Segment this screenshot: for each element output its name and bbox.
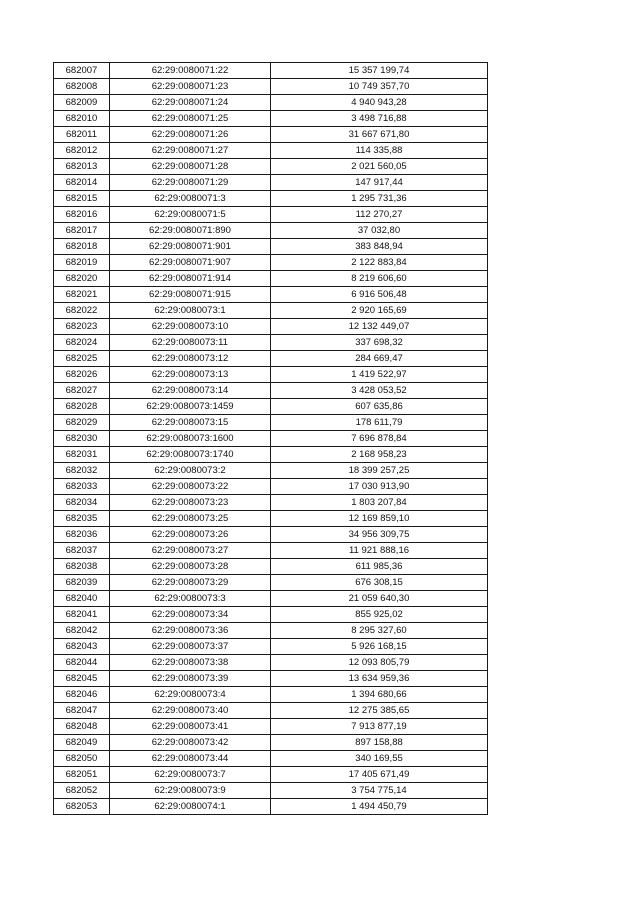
table-row [54,655,488,671]
cadastral-value-cell: 1 803 207,84 [271,495,488,511]
row-number-cell: 682038 [54,559,110,575]
cadastral-value-cell: 3 754 775,14 [271,783,488,799]
row-number-cell: 682042 [54,623,110,639]
cadastral-number-cell: 62:29:0080071:907 [110,255,271,271]
table-row [54,239,488,255]
row-number-cell: 682035 [54,511,110,527]
table-row [54,495,488,511]
row-number-cell: 682009 [54,95,110,111]
cadastral-number-cell: 62:29:0080073:2 [110,463,271,479]
table-row [54,623,488,639]
cadastral-value-cell: 607 635,86 [271,399,488,415]
cadastral-number-cell: 62:29:0080073:26 [110,527,271,543]
table-row [54,175,488,191]
row-number-cell: 682028 [54,399,110,415]
table-row [54,447,488,463]
row-number-cell: 682051 [54,767,110,783]
cadastral-number-cell: 62:29:0080071:29 [110,175,271,191]
row-number-cell: 682032 [54,463,110,479]
cadastral-number-cell: 62:29:0080071:5 [110,207,271,223]
cadastral-number-cell: 62:29:0080073:36 [110,623,271,639]
table-row [54,719,488,735]
table-row [54,591,488,607]
cadastral-number-cell: 62:29:0080073:11 [110,335,271,351]
cadastral-value-cell: 34 956 309,75 [271,527,488,543]
cadastral-number-cell: 62:29:0080071:23 [110,79,271,95]
cadastral-number-cell: 62:29:0080071:24 [110,95,271,111]
table-row [54,223,488,239]
table-row [54,511,488,527]
cadastral-value-cell: 15 357 199,74 [271,63,488,79]
table-row [54,255,488,271]
cadastral-value-cell: 1 419 522,97 [271,367,488,383]
cadastral-number-cell: 62:29:0080073:1 [110,303,271,319]
cadastral-value-cell: 17 030 913,90 [271,479,488,495]
row-number-cell: 682023 [54,319,110,335]
row-number-cell: 682014 [54,175,110,191]
cadastral-number-cell: 62:29:0080074:1 [110,799,271,815]
cadastral-value-cell: 4 940 943,28 [271,95,488,111]
table-row [54,303,488,319]
cadastral-number-cell: 62:29:0080073:14 [110,383,271,399]
table-row [54,735,488,751]
table-row [54,463,488,479]
cadastral-value-cell: 7 913 877,19 [271,719,488,735]
cadastral-number-cell: 62:29:0080071:890 [110,223,271,239]
cadastral-value-cell: 112 270,27 [271,207,488,223]
cadastral-number-cell: 62:29:0080073:29 [110,575,271,591]
cadastral-value-table [53,62,488,815]
cadastral-number-cell: 62:29:0080073:39 [110,671,271,687]
table-row [54,351,488,367]
cadastral-value-cell: 12 093 805,79 [271,655,488,671]
row-number-cell: 682026 [54,367,110,383]
table-row [54,95,488,111]
table-row [54,159,488,175]
cadastral-number-cell: 62:29:0080073:10 [110,319,271,335]
cadastral-value-cell: 2 920 165,69 [271,303,488,319]
cadastral-number-cell: 62:29:0080073:23 [110,495,271,511]
table-row [54,335,488,351]
row-number-cell: 682046 [54,687,110,703]
cadastral-number-cell: 62:29:0080071:3 [110,191,271,207]
row-number-cell: 682045 [54,671,110,687]
row-number-cell: 682043 [54,639,110,655]
cadastral-value-cell: 8 295 327,60 [271,623,488,639]
table-row [54,575,488,591]
row-number-cell: 682048 [54,719,110,735]
cadastral-value-cell: 284 669,47 [271,351,488,367]
cadastral-value-cell: 8 219 606,60 [271,271,488,287]
row-number-cell: 682049 [54,735,110,751]
cadastral-number-cell: 62:29:0080071:22 [110,63,271,79]
table-row [54,687,488,703]
table-row [54,143,488,159]
cadastral-value-cell: 611 985,36 [271,559,488,575]
table-row [54,63,488,79]
cadastral-number-cell: 62:29:0080073:7 [110,767,271,783]
table-row [54,367,488,383]
table-row [54,799,488,815]
cadastral-value-cell: 2 021 560,05 [271,159,488,175]
row-number-cell: 682010 [54,111,110,127]
cadastral-number-cell: 62:29:0080071:914 [110,271,271,287]
cadastral-value-cell: 1 295 731,36 [271,191,488,207]
cadastral-value-cell: 337 698,32 [271,335,488,351]
row-number-cell: 682047 [54,703,110,719]
table-row [54,543,488,559]
table-row [54,111,488,127]
cadastral-value-cell: 5 926 168,15 [271,639,488,655]
cadastral-number-cell: 62:29:0080071:27 [110,143,271,159]
cadastral-value-cell: 178 611,79 [271,415,488,431]
cadastral-number-cell: 62:29:0080071:901 [110,239,271,255]
row-number-cell: 682027 [54,383,110,399]
row-number-cell: 682033 [54,479,110,495]
row-number-cell: 682039 [54,575,110,591]
table-row [54,639,488,655]
cadastral-number-cell: 62:29:0080073:12 [110,351,271,367]
table-row [54,127,488,143]
cadastral-number-cell: 62:29:0080071:25 [110,111,271,127]
row-number-cell: 682016 [54,207,110,223]
cadastral-value-cell: 12 132 449,07 [271,319,488,335]
table-row [54,479,488,495]
cadastral-value-cell: 3 428 053,52 [271,383,488,399]
row-number-cell: 682022 [54,303,110,319]
cadastral-value-cell: 12 275 385,65 [271,703,488,719]
table-row [54,207,488,223]
row-number-cell: 682015 [54,191,110,207]
cadastral-number-cell: 62:29:0080073:4 [110,687,271,703]
cadastral-value-cell: 11 921 888,16 [271,543,488,559]
cadastral-value-cell: 18 399 257,25 [271,463,488,479]
cadastral-value-cell: 897 158,88 [271,735,488,751]
cadastral-number-cell: 62:29:0080073:1600 [110,431,271,447]
table-row [54,751,488,767]
table-row [54,415,488,431]
row-number-cell: 682044 [54,655,110,671]
cadastral-number-cell: 62:29:0080073:38 [110,655,271,671]
table-row [54,319,488,335]
row-number-cell: 682013 [54,159,110,175]
cadastral-value-cell: 21 059 640,30 [271,591,488,607]
cadastral-value-cell: 3 498 716,88 [271,111,488,127]
cadastral-value-cell: 1 494 450,79 [271,799,488,815]
row-number-cell: 682034 [54,495,110,511]
row-number-cell: 682052 [54,783,110,799]
row-number-cell: 682030 [54,431,110,447]
row-number-cell: 682019 [54,255,110,271]
cadastral-value-cell: 37 032,80 [271,223,488,239]
table-row [54,527,488,543]
table-row [54,783,488,799]
table-row [54,383,488,399]
table-row [54,399,488,415]
cadastral-value-cell: 12 169 859,10 [271,511,488,527]
row-number-cell: 682017 [54,223,110,239]
cadastral-number-cell: 62:29:0080073:28 [110,559,271,575]
cadastral-number-cell: 62:29:0080073:9 [110,783,271,799]
row-number-cell: 682011 [54,127,110,143]
table-row [54,559,488,575]
cadastral-value-cell: 2 168 958,23 [271,447,488,463]
cadastral-number-cell: 62:29:0080073:34 [110,607,271,623]
row-number-cell: 682031 [54,447,110,463]
cadastral-number-cell: 62:29:0080073:42 [110,735,271,751]
cadastral-number-cell: 62:29:0080073:22 [110,479,271,495]
table-row [54,79,488,95]
row-number-cell: 682036 [54,527,110,543]
table-row [54,271,488,287]
table-row [54,191,488,207]
cadastral-number-cell: 62:29:0080073:3 [110,591,271,607]
row-number-cell: 682018 [54,239,110,255]
cadastral-value-cell: 6 916 506,48 [271,287,488,303]
cadastral-value-cell: 383 848,94 [271,239,488,255]
cadastral-value-cell: 114 335,88 [271,143,488,159]
cadastral-number-cell: 62:29:0080073:25 [110,511,271,527]
row-number-cell: 682025 [54,351,110,367]
cadastral-number-cell: 62:29:0080073:41 [110,719,271,735]
row-number-cell: 682020 [54,271,110,287]
cadastral-value-cell: 2 122 883,84 [271,255,488,271]
table-row [54,767,488,783]
table-row [54,703,488,719]
cadastral-value-cell: 13 634 959,36 [271,671,488,687]
row-number-cell: 682037 [54,543,110,559]
cadastral-value-cell: 1 394 680,66 [271,687,488,703]
row-number-cell: 682029 [54,415,110,431]
cadastral-number-cell: 62:29:0080071:915 [110,287,271,303]
row-number-cell: 682008 [54,79,110,95]
row-number-cell: 682050 [54,751,110,767]
row-number-cell: 682012 [54,143,110,159]
row-number-cell: 682024 [54,335,110,351]
table-row [54,607,488,623]
cadastral-number-cell: 62:29:0080073:44 [110,751,271,767]
cadastral-value-cell: 17 405 671,49 [271,767,488,783]
row-number-cell: 682040 [54,591,110,607]
table-row [54,671,488,687]
cadastral-value-cell: 147 917,44 [271,175,488,191]
cadastral-number-cell: 62:29:0080073:1740 [110,447,271,463]
cadastral-number-cell: 62:29:0080073:27 [110,543,271,559]
cadastral-value-cell: 31 667 671,80 [271,127,488,143]
row-number-cell: 682053 [54,799,110,815]
row-number-cell: 682041 [54,607,110,623]
cadastral-value-cell: 676 308,15 [271,575,488,591]
cadastral-number-cell: 62:29:0080073:15 [110,415,271,431]
table-row [54,431,488,447]
cadastral-number-cell: 62:29:0080071:28 [110,159,271,175]
cadastral-number-cell: 62:29:0080073:1459 [110,399,271,415]
cadastral-number-cell: 62:29:0080073:40 [110,703,271,719]
cadastral-number-cell: 62:29:0080071:26 [110,127,271,143]
cadastral-value-cell: 10 749 357,70 [271,79,488,95]
table-body [54,63,488,815]
cadastral-value-cell: 7 696 878,84 [271,431,488,447]
row-number-cell: 682007 [54,63,110,79]
cadastral-number-cell: 62:29:0080073:13 [110,367,271,383]
cadastral-value-cell: 855 925,02 [271,607,488,623]
cadastral-number-cell: 62:29:0080073:37 [110,639,271,655]
row-number-cell: 682021 [54,287,110,303]
cadastral-value-cell: 340 169,55 [271,751,488,767]
table-row [54,287,488,303]
